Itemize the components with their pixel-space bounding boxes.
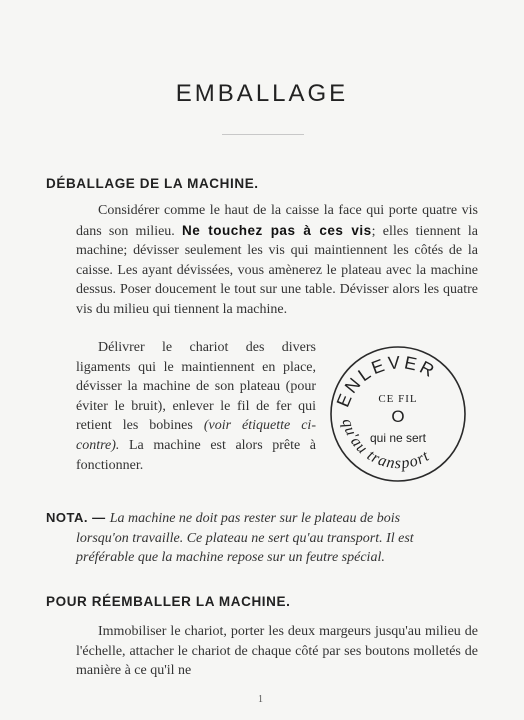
- paragraph-reemballer-1: Immobiliser le chariot, porter les deux margeurs jusqu'au milieu de l'échelle, attacher le chariot de chaque côté par ses boutons molletés de manière à ce qu'il ne: [76, 624, 478, 679]
- nota-label: NOTA. —: [46, 510, 110, 525]
- label-top-arc: ENLEVER: [332, 352, 441, 410]
- paragraph-text: ; elles tiennent la machine; dévisser seulement les vis qui maintiennent les côtés de la caisse. Les ayant dévissées, vous amènerez le plateau avec la machine dessus. Poser doucement le tout sur une table. Dévisser alors les quatre vis du milieu qui tiennent la machine.: [76, 223, 479, 317]
- label-bottom-arc: qu'au transport: [338, 417, 433, 473]
- section-heading-deballage: DÉBALLAGE DE LA MACHINE.: [46, 176, 259, 191]
- label-line-3: qui ne sert: [369, 431, 427, 445]
- italic-reference: (voir étiquette ci-contre).: [76, 418, 316, 453]
- nota-line-2: lorsqu'on travaille. Ce plateau ne sert qu'au transport. Il est: [76, 530, 414, 546]
- page-number: 1: [258, 694, 263, 705]
- paragraph-text: La machine est alors prête à fonctionner.: [76, 437, 316, 473]
- nota-line-1: [46, 508, 478, 529]
- paragraph-deballage-1: [76, 201, 478, 320]
- paragraph-text: Délivrer le chariot des divers ligaments qui le maintiennent en place, dévisser la machine de son plateau (pour éviter le bruit), enlever le fil de fer qui retient les bobines: [76, 340, 316, 434]
- label-line-1: CE FIL: [378, 393, 418, 405]
- section-heading-reemballer: POUR RÉEMBALLER LA MACHINE.: [46, 594, 291, 609]
- page-title: EMBALLAGE: [175, 80, 349, 107]
- nota-text: La machine ne doit pas rester sur le plateau de bois: [109, 511, 401, 526]
- nota-line-3: préférable que la machine repose sur un feutre spécial.: [76, 550, 385, 566]
- label-line-2: O: [391, 407, 405, 426]
- remove-wire-label: [328, 344, 468, 484]
- paragraph-deballage-2: [76, 338, 316, 475]
- paragraph-text: Considérer comme le haut de la caisse la face qui porte quatre vis dans son milieu.: [76, 203, 478, 239]
- bold-warning: Ne touchez pas à ces vis: [182, 222, 372, 238]
- nota-block: [46, 508, 478, 568]
- title-divider: [222, 134, 304, 135]
